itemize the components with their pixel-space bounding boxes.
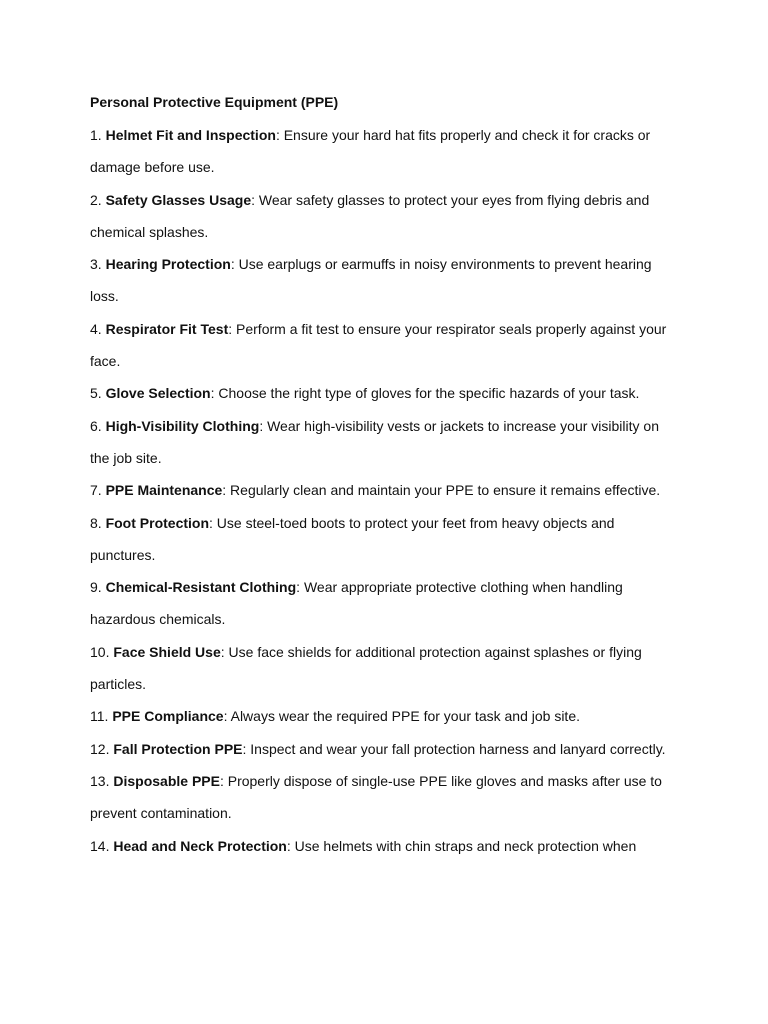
item-term: PPE Compliance	[112, 708, 224, 725]
item-text: : Use helmets with chin straps and neck protection when	[286, 837, 637, 854]
list-item	[90, 184, 675, 249]
list-item	[90, 830, 675, 862]
item-number: 9.	[90, 579, 102, 596]
item-number: 1.	[90, 127, 102, 143]
item-term: Chemical-Resistant Clothing	[105, 579, 297, 596]
item-text: : Always wear the required PPE for your task and job site.	[223, 708, 580, 725]
list-item	[90, 733, 675, 765]
item-term: Disposable PPE	[113, 772, 220, 789]
item-text: : Choose the right type of gloves for the specific hazards of your task.	[210, 385, 640, 402]
item-number: 5.	[90, 385, 102, 402]
item-number: 3.	[90, 256, 102, 273]
item-number: 8.	[90, 514, 102, 531]
item-text: : Use face shields for additional protection against splashes or flying particles.	[90, 643, 642, 693]
item-text: : Wear appropriate protective clothing when handling hazardous chemicals.	[90, 579, 623, 628]
item-term: Respirator Fit Test	[105, 320, 229, 337]
item-term: Glove Selection	[105, 385, 211, 402]
item-term: Safety Glasses Usage	[105, 191, 252, 208]
list-item	[90, 571, 675, 636]
item-term: High-Visibility Clothing	[105, 417, 260, 434]
list-item	[90, 248, 675, 313]
item-term: Fall Protection PPE	[113, 740, 243, 757]
list-item	[90, 636, 675, 701]
item-number: 2.	[90, 191, 102, 208]
list-item	[90, 377, 675, 409]
item-text: : Perform a fit test to ensure your respirator seals properly against your face.	[90, 320, 667, 370]
list-item	[90, 119, 675, 184]
item-text: : Ensure your hard hat fits properly and check it for cracks or damage before use.	[90, 127, 651, 176]
item-number: 6.	[90, 417, 102, 434]
list-item	[90, 700, 675, 732]
item-term: Helmet Fit and Inspection	[105, 127, 276, 143]
item-number: 11.	[90, 708, 109, 725]
item-term: Foot Protection	[105, 514, 210, 531]
item-text: : Use earplugs or earmuffs in noisy environments to prevent hearing loss.	[90, 256, 652, 305]
list-item	[90, 507, 675, 572]
item-term: Hearing Protection	[105, 256, 231, 273]
item-text: : Properly dispose of single-use PPE like gloves and masks after use to prevent contamination.	[90, 772, 662, 822]
item-number: 14.	[90, 837, 110, 854]
document-page	[90, 89, 675, 862]
item-number: 10.	[90, 643, 110, 660]
item-term: Head and Neck Protection	[113, 837, 287, 854]
item-number: 13.	[90, 772, 110, 789]
document-title: Personal Protective Equipment (PPE)	[90, 94, 339, 110]
item-number: 7.	[90, 482, 102, 499]
item-text: : Wear high-visibility vests or jackets to increase your visibility on the job site.	[90, 417, 659, 466]
item-text: : Inspect and wear your fall protection harness and lanyard correctly.	[242, 740, 666, 757]
list-item	[90, 474, 675, 506]
item-text: : Use steel-toed boots to protect your feet from heavy objects and punctures.	[90, 514, 615, 563]
item-number: 12.	[90, 740, 110, 757]
item-number: 4.	[90, 320, 102, 337]
list-item	[90, 313, 675, 378]
item-text: : Wear safety glasses to protect your eyes from flying debris and chemical splashes.	[90, 191, 650, 240]
item-text: : Regularly clean and maintain your PPE to ensure it remains effective.	[222, 482, 661, 499]
item-term: PPE Maintenance	[105, 482, 223, 499]
list-item	[90, 765, 675, 830]
item-term: Face Shield Use	[113, 643, 221, 660]
list-item	[90, 410, 675, 475]
